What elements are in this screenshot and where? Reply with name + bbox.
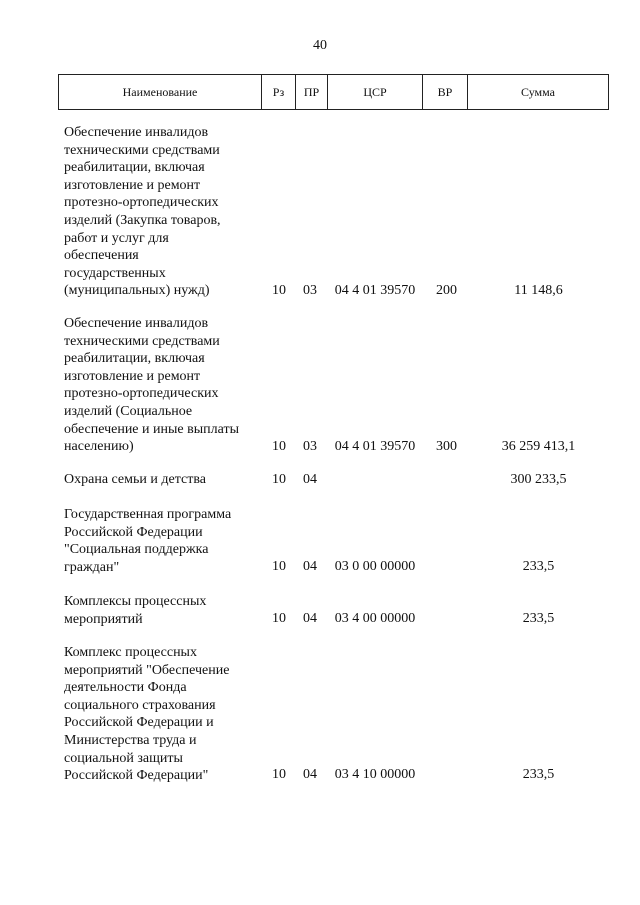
row-name: Комплексы процессных мероприятий — [64, 594, 207, 627]
row-csr: 04 4 01 39570 — [334, 283, 416, 298]
table-header — [58, 74, 609, 110]
row-rz: 10 — [272, 767, 286, 782]
header-csr: ЦСР — [328, 75, 423, 109]
row-csr: 03 4 10 00000 — [334, 767, 416, 782]
row-rz: 10 — [272, 472, 286, 487]
row-rz: 10 — [272, 559, 286, 574]
row-pr: 03 — [303, 283, 317, 298]
row-name: Государственная программа Российской Федерации "Социальная поддержка граждан" — [64, 507, 232, 575]
row-rz: 10 — [272, 439, 286, 454]
row-pr: 04 — [303, 767, 317, 782]
page-number: 40 — [313, 38, 327, 53]
row-sum: 233,5 — [522, 767, 555, 782]
row-name: Обеспечение инвалидов техническими средствами реабилитации, включая изготовление и ремонт протезно-ортопедических изделий (Социальное обеспечение и иные выплаты населению) — [64, 316, 239, 455]
row-rz: 10 — [272, 283, 286, 298]
row-pr: 04 — [303, 559, 317, 574]
row-csr: 03 0 00 00000 — [334, 559, 416, 574]
row-sum: 233,5 — [522, 611, 555, 626]
header-pr: ПР — [296, 75, 328, 109]
row-csr: 04 4 01 39570 — [334, 439, 416, 454]
row-sum: 300 233,5 — [510, 472, 567, 487]
row-pr: 04 — [303, 472, 317, 487]
row-name: Обеспечение инвалидов техническими средствами реабилитации, включая изготовление и ремонт протезно-ортопедических изделий (Закупка товаров, работ и услуг для обеспечения государственных (муниципальных) нужд) — [64, 125, 221, 299]
row-sum: 11 148,6 — [514, 283, 563, 298]
header-vr: ВР — [423, 75, 468, 109]
row-sum: 36 259 413,1 — [501, 439, 576, 454]
row-rz: 10 — [272, 611, 286, 626]
row-pr: 03 — [303, 439, 317, 454]
row-csr: 03 4 00 00000 — [334, 611, 416, 626]
row-vr: 200 — [436, 283, 457, 298]
header-rz: Рз — [262, 75, 296, 109]
row-sum: 233,5 — [522, 559, 555, 574]
row-pr: 04 — [303, 611, 317, 626]
row-vr: 300 — [436, 439, 457, 454]
header-name: Наименование — [59, 75, 262, 109]
row-name: Комплекс процессных мероприятий "Обеспечение деятельности Фонда социального страхования Российской Федерации и Министерства труда и социальной защиты Российской Федерации" — [64, 645, 230, 784]
header-sum: Сумма — [521, 84, 555, 99]
row-name: Охрана семьи и детства — [64, 472, 206, 487]
